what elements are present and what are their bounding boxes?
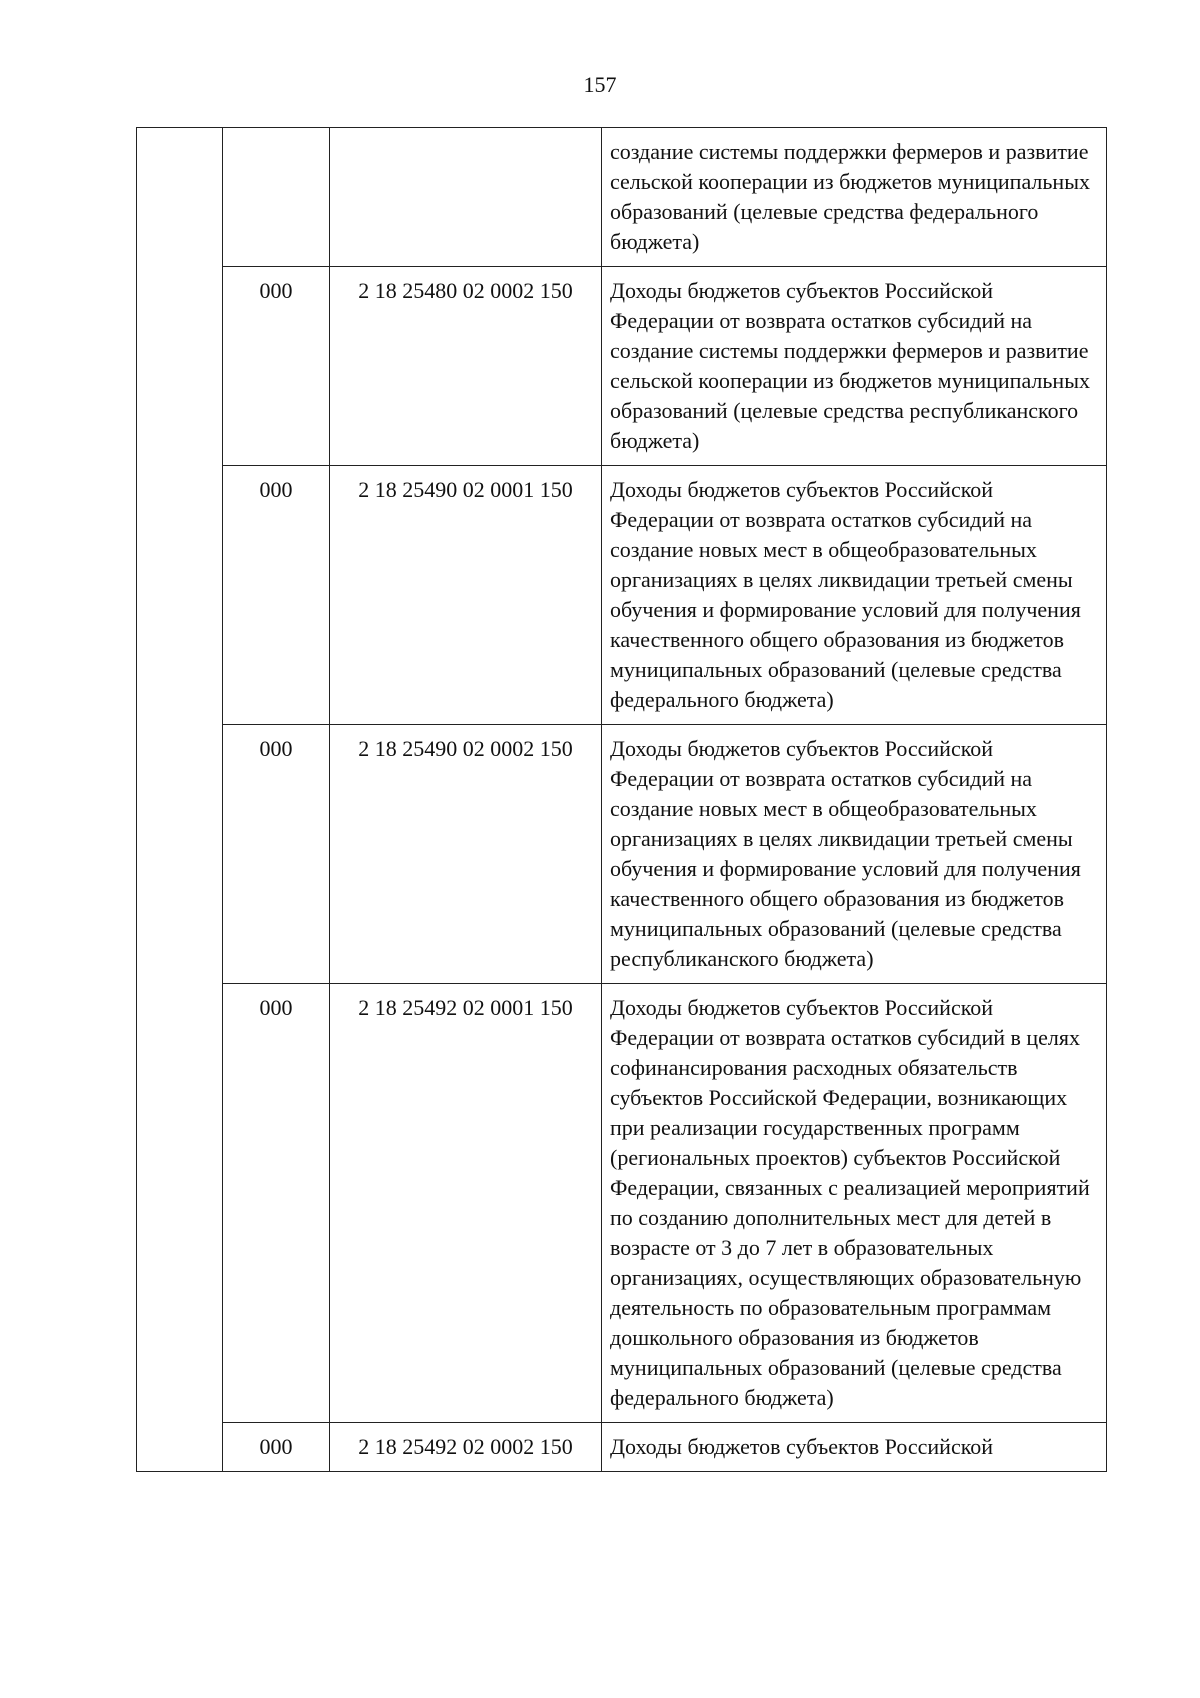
budget-code-cell: 2 18 25490 02 0001 150 <box>330 466 602 725</box>
admin-code-cell: 000 <box>223 1423 330 1472</box>
budget-classification-table <box>136 127 1107 1472</box>
admin-code-cell <box>223 128 330 267</box>
income-name-cell: создание системы поддержки фермеров и развитие сельской кооперации из бюджетов муниципальных образований (целевые средства федерального бюджета) <box>602 128 1107 267</box>
table-row <box>137 1423 1107 1472</box>
table-row <box>137 128 1107 267</box>
table-row <box>137 466 1107 725</box>
admin-code-cell: 000 <box>223 725 330 984</box>
budget-code-cell: 2 18 25492 02 0002 150 <box>330 1423 602 1472</box>
income-name-cell: Доходы бюджетов субъектов Российской Федерации от возврата остатков субсидий на создание новых мест в общеобразовательных организациях в целях ликвидации третьей смены обучения и формирование условий для получения качественного общего образования из бюджетов муниципальных образований (целевые средства федерального бюджета) <box>602 466 1107 725</box>
budget-code-cell: 2 18 25480 02 0002 150 <box>330 267 602 466</box>
budget-code-cell <box>330 128 602 267</box>
income-name-cell: Доходы бюджетов субъектов Российской Федерации от возврата остатков субсидий в целях софинансирования расходных обязательств субъектов Российской Федерации, возникающих при реализации государственных программ (региональных проектов) субъектов Российской Федерации, связанных с реализацией мероприятий по созданию дополнительных мест для детей в возрасте от 3 до 7 лет в образовательных организациях, осуществляющих образовательную деятельность по образовательным программам дошкольного образования из бюджетов муниципальных образований (целевые средства федерального бюджета) <box>602 984 1107 1423</box>
table-row <box>137 984 1107 1423</box>
admin-code-cell: 000 <box>223 267 330 466</box>
table-row <box>137 267 1107 466</box>
page-number: 157 <box>583 72 617 97</box>
income-name-cell: Доходы бюджетов субъектов Российской Федерации от возврата остатков субсидий на создание новых мест в общеобразовательных организациях в целях ликвидации третьей смены обучения и формирование условий для получения качественного общего образования из бюджетов муниципальных образований (целевые средства республиканского бюджета) <box>602 725 1107 984</box>
table-row <box>137 725 1107 984</box>
income-name-cell: Доходы бюджетов субъектов Российской Федерации от возврата остатков субсидий на создание системы поддержки фермеров и развитие сельской кооперации из бюджетов муниципальных образований (целевые средства республиканского бюджета) <box>602 267 1107 466</box>
budget-code-cell: 2 18 25492 02 0001 150 <box>330 984 602 1423</box>
blank-column-cell <box>137 128 223 1472</box>
admin-code-cell: 000 <box>223 984 330 1423</box>
budget-code-cell: 2 18 25490 02 0002 150 <box>330 725 602 984</box>
income-name-cell: Доходы бюджетов субъектов Российской <box>602 1423 1107 1472</box>
admin-code-cell: 000 <box>223 466 330 725</box>
